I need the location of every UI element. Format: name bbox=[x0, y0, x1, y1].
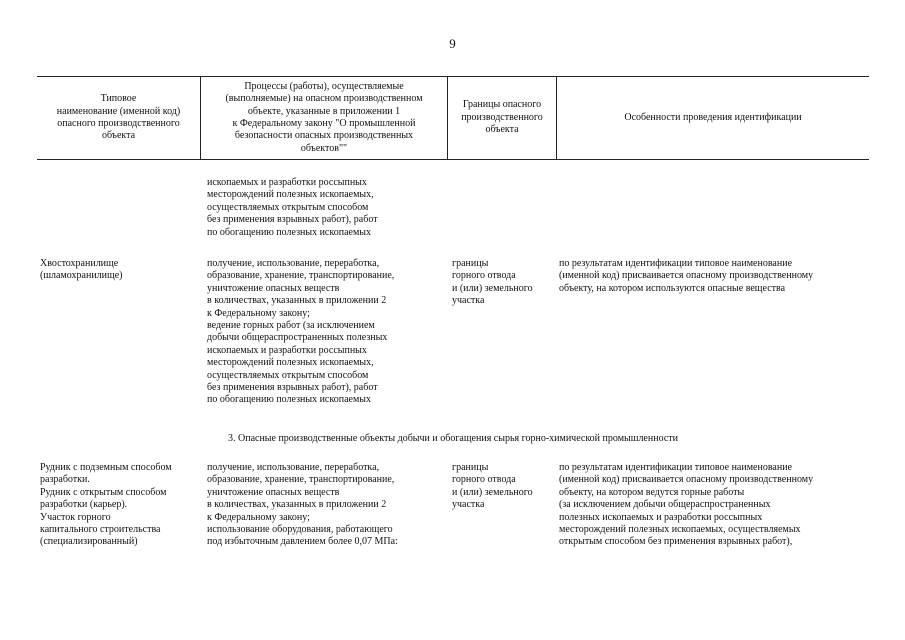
tailings-identification: по результатам идентификации типовое наименование (именной код) присваивается опасному производственному объекту, на котором используются опасные вещества bbox=[559, 258, 814, 294]
tailings-processes: получение, использование, переработка, образование, хранение, транспортирование, уничтожение опасных веществ в количествах, указанных в приложении 2 к Федеральному закону; ведение горных работ (за исключением добычи общераспространенных полезных ископаемых и разработки россыпных месторождений полезных ископаемых, осуществляемых открытым способом без применения взрывных работ), работ по обогащению полезных ископаемых bbox=[207, 258, 395, 406]
page-number: 9 bbox=[449, 36, 456, 51]
header-processes: Процессы (работы), осуществляемые (выполняемые) на опасном производственном объекте, указанные в приложении 1 к Федеральному закону "О промышленной безопасности опасных производственных объектов"" bbox=[225, 80, 423, 154]
table-header-bottom-border bbox=[37, 159, 869, 160]
mine-processes: получение, использование, переработка, образование, хранение, транспортирование, уничтожение опасных веществ в количествах, указанных в приложении 2 к Федеральному закону; использование оборудования, работающего под избыточным давлением более 0,07 МПа: bbox=[207, 462, 398, 548]
mine-object-name: Рудник с подземным способом разработки. Рудник с открытым способом разработки (карьер). Участок горного капитального строительства (специализированный) bbox=[40, 462, 172, 548]
tailings-object-name: Хвостохранилище (шламохранилище) bbox=[40, 258, 123, 282]
tailings-boundaries: границы горного отвода и (или) земельного участка bbox=[452, 258, 533, 307]
section-heading: 3. Опасные производственные объекты добычи и обогащения сырья горно-химической промышленности bbox=[228, 433, 678, 444]
header-identification: Особенности проведения идентификации bbox=[624, 111, 802, 123]
mine-boundaries: границы горного отвода и (или) земельного участка bbox=[452, 462, 533, 511]
mine-identification: по результатам идентификации типовое наименование (именной код) присваивается опасному производственному объекту, на котором ведутся горные работы (за исключением добычи общераспространенных полезных ископаемых и разработки россыпных месторождений полезных ископаемых, осуществляемых открытым способом без применения взрывных работ), bbox=[559, 462, 814, 548]
header-boundaries: Границы опасного производственного объекта bbox=[461, 99, 543, 136]
header-object-name: Типовое наименование (именной код) опасного производственного объекта bbox=[56, 93, 181, 142]
continuation-processes: ископаемых и разработки россыпных месторождений полезных ископаемых, осуществляемых открытым способом без применения взрывных работ), работ по обогащению полезных ископаемых bbox=[207, 177, 378, 238]
